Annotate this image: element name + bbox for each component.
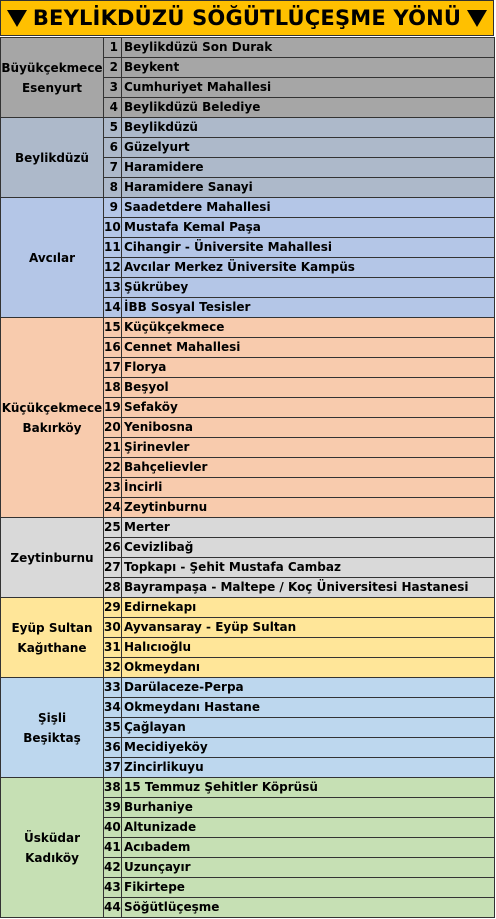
stop-number: 15 <box>104 318 122 338</box>
stop-name: Zeytinburnu <box>122 498 495 518</box>
header-bar <box>0 0 494 36</box>
stop-name: Altunizade <box>122 818 495 838</box>
district-cell <box>1 598 104 678</box>
district-cell <box>1 778 104 918</box>
stop-name: Beylikdüzü Son Durak <box>122 38 495 58</box>
stop-number: 6 <box>104 138 122 158</box>
stop-name: Bayrampaşa - Maltepe / Koç Üniversitesi Hastanesi <box>122 578 495 598</box>
stop-name: Topkapı - Şehit Mustafa Cambaz <box>122 558 495 578</box>
stop-name: Acıbadem <box>122 838 495 858</box>
district-cell <box>1 678 104 778</box>
stop-name: Yenibosna <box>122 418 495 438</box>
table-row <box>1 38 495 58</box>
stop-name: Haramidere Sanayi <box>122 178 495 198</box>
stop-number: 7 <box>104 158 122 178</box>
stop-name: Beylikdüzü Belediye <box>122 98 495 118</box>
stop-name: Ayvansaray - Eyüp Sultan <box>122 618 495 638</box>
stop-name: İncirli <box>122 478 495 498</box>
stop-number: 14 <box>104 298 122 318</box>
table-row <box>1 778 495 798</box>
stop-name: Cihangir - Üniversite Mahallesi <box>122 238 495 258</box>
stop-name: Bahçelievler <box>122 458 495 478</box>
stop-number: 38 <box>104 778 122 798</box>
stop-number: 20 <box>104 418 122 438</box>
stop-name: Şükrübey <box>122 278 495 298</box>
stop-name: Güzelyurt <box>122 138 495 158</box>
stop-name: Fikirtepe <box>122 878 495 898</box>
district-cell <box>1 118 104 198</box>
stop-name: Merter <box>122 518 495 538</box>
stop-number: 13 <box>104 278 122 298</box>
stops-table <box>0 37 495 918</box>
stop-number: 35 <box>104 718 122 738</box>
stop-number: 3 <box>104 78 122 98</box>
district-name: Üsküdar <box>23 830 80 845</box>
stop-number: 42 <box>104 858 122 878</box>
stop-name: İBB Sosyal Tesisler <box>122 298 495 318</box>
stop-number: 1 <box>104 38 122 58</box>
stop-number: 18 <box>104 378 122 398</box>
stop-number: 11 <box>104 238 122 258</box>
district-cell <box>1 518 104 598</box>
district-name: Beşiktaş <box>23 730 81 745</box>
stop-number: 44 <box>104 898 122 918</box>
stop-number: 9 <box>104 198 122 218</box>
stop-number: 40 <box>104 818 122 838</box>
table-row <box>1 198 495 218</box>
stops-table-body <box>1 38 495 918</box>
stop-number: 36 <box>104 738 122 758</box>
stop-name: Zincirlikuyu <box>122 758 495 778</box>
stop-number: 32 <box>104 658 122 678</box>
stop-number: 29 <box>104 598 122 618</box>
stop-number: 8 <box>104 178 122 198</box>
stop-number: 33 <box>104 678 122 698</box>
district-name: Zeytinburnu <box>10 550 94 565</box>
stop-name: Beykent <box>122 58 495 78</box>
stop-number: 24 <box>104 498 122 518</box>
stop-number: 10 <box>104 218 122 238</box>
district-name: Eyüp Sultan <box>11 620 93 635</box>
district-name: Büyükçekmece <box>1 60 103 75</box>
district-cell <box>1 198 104 318</box>
stop-name: Küçükçekmece <box>122 318 495 338</box>
stop-name: Florya <box>122 358 495 378</box>
stop-number: 39 <box>104 798 122 818</box>
stop-name: Mustafa Kemal Paşa <box>122 218 495 238</box>
stop-number: 41 <box>104 838 122 858</box>
down-triangle-icon <box>467 10 487 27</box>
district-name: Bakırköy <box>22 420 82 435</box>
stop-name: Beşyol <box>122 378 495 398</box>
stop-name: Darülaceze-Perpa <box>122 678 495 698</box>
stop-number: 12 <box>104 258 122 278</box>
stop-number: 22 <box>104 458 122 478</box>
stop-number: 5 <box>104 118 122 138</box>
table-row <box>1 118 495 138</box>
district-name: Kadıköy <box>25 850 79 865</box>
stop-number: 30 <box>104 618 122 638</box>
stop-name: Uzunçayır <box>122 858 495 878</box>
district-name: Şişli <box>37 710 67 725</box>
stop-number: 34 <box>104 698 122 718</box>
district-cell <box>1 318 104 518</box>
stop-name: Edirnekapı <box>122 598 495 618</box>
stop-name: Söğütlüçeşme <box>122 898 495 918</box>
stop-name: Cevizlibağ <box>122 538 495 558</box>
stop-number: 21 <box>104 438 122 458</box>
district-cell <box>1 38 104 118</box>
district-name: Esenyurt <box>21 80 83 95</box>
stop-number: 37 <box>104 758 122 778</box>
stop-name: Cennet Mahallesi <box>122 338 495 358</box>
stop-number: 31 <box>104 638 122 658</box>
down-triangle-icon <box>7 10 27 27</box>
stop-number: 4 <box>104 98 122 118</box>
stop-number: 43 <box>104 878 122 898</box>
page-title: BEYLİKDÜZÜ SÖĞÜTLÜÇEŞME YÖNÜ <box>32 6 462 30</box>
stop-number: 25 <box>104 518 122 538</box>
stop-name: Çağlayan <box>122 718 495 738</box>
stop-name: 15 Temmuz Şehitler Köprüsü <box>122 778 495 798</box>
stop-name: Saadetdere Mahallesi <box>122 198 495 218</box>
district-name: Küçükçekmece <box>1 400 103 415</box>
stop-name: Mecidiyeköy <box>122 738 495 758</box>
stop-name: Halıcıoğlu <box>122 638 495 658</box>
stop-name: Haramidere <box>122 158 495 178</box>
stop-number: 16 <box>104 338 122 358</box>
district-name: Beylikdüzü <box>15 150 89 165</box>
stop-name: Cumhuriyet Mahallesi <box>122 78 495 98</box>
stop-number: 2 <box>104 58 122 78</box>
stop-number: 27 <box>104 558 122 578</box>
stop-name: Şirinevler <box>122 438 495 458</box>
district-name: Kağıthane <box>17 640 87 655</box>
table-row <box>1 518 495 538</box>
table-row <box>1 598 495 618</box>
table-row <box>1 678 495 698</box>
stop-name: Avcılar Merkez Üniversite Kampüs <box>122 258 495 278</box>
stop-name: Okmeydanı Hastane <box>122 698 495 718</box>
stop-name: Burhaniye <box>122 798 495 818</box>
table-row <box>1 318 495 338</box>
stop-name: Beylikdüzü <box>122 118 495 138</box>
stop-number: 19 <box>104 398 122 418</box>
stop-number: 17 <box>104 358 122 378</box>
district-name: Avcılar <box>28 250 76 265</box>
stop-number: 26 <box>104 538 122 558</box>
stop-name: Okmeydanı <box>122 658 495 678</box>
stop-name: Sefaköy <box>122 398 495 418</box>
stop-number: 23 <box>104 478 122 498</box>
stop-number: 28 <box>104 578 122 598</box>
